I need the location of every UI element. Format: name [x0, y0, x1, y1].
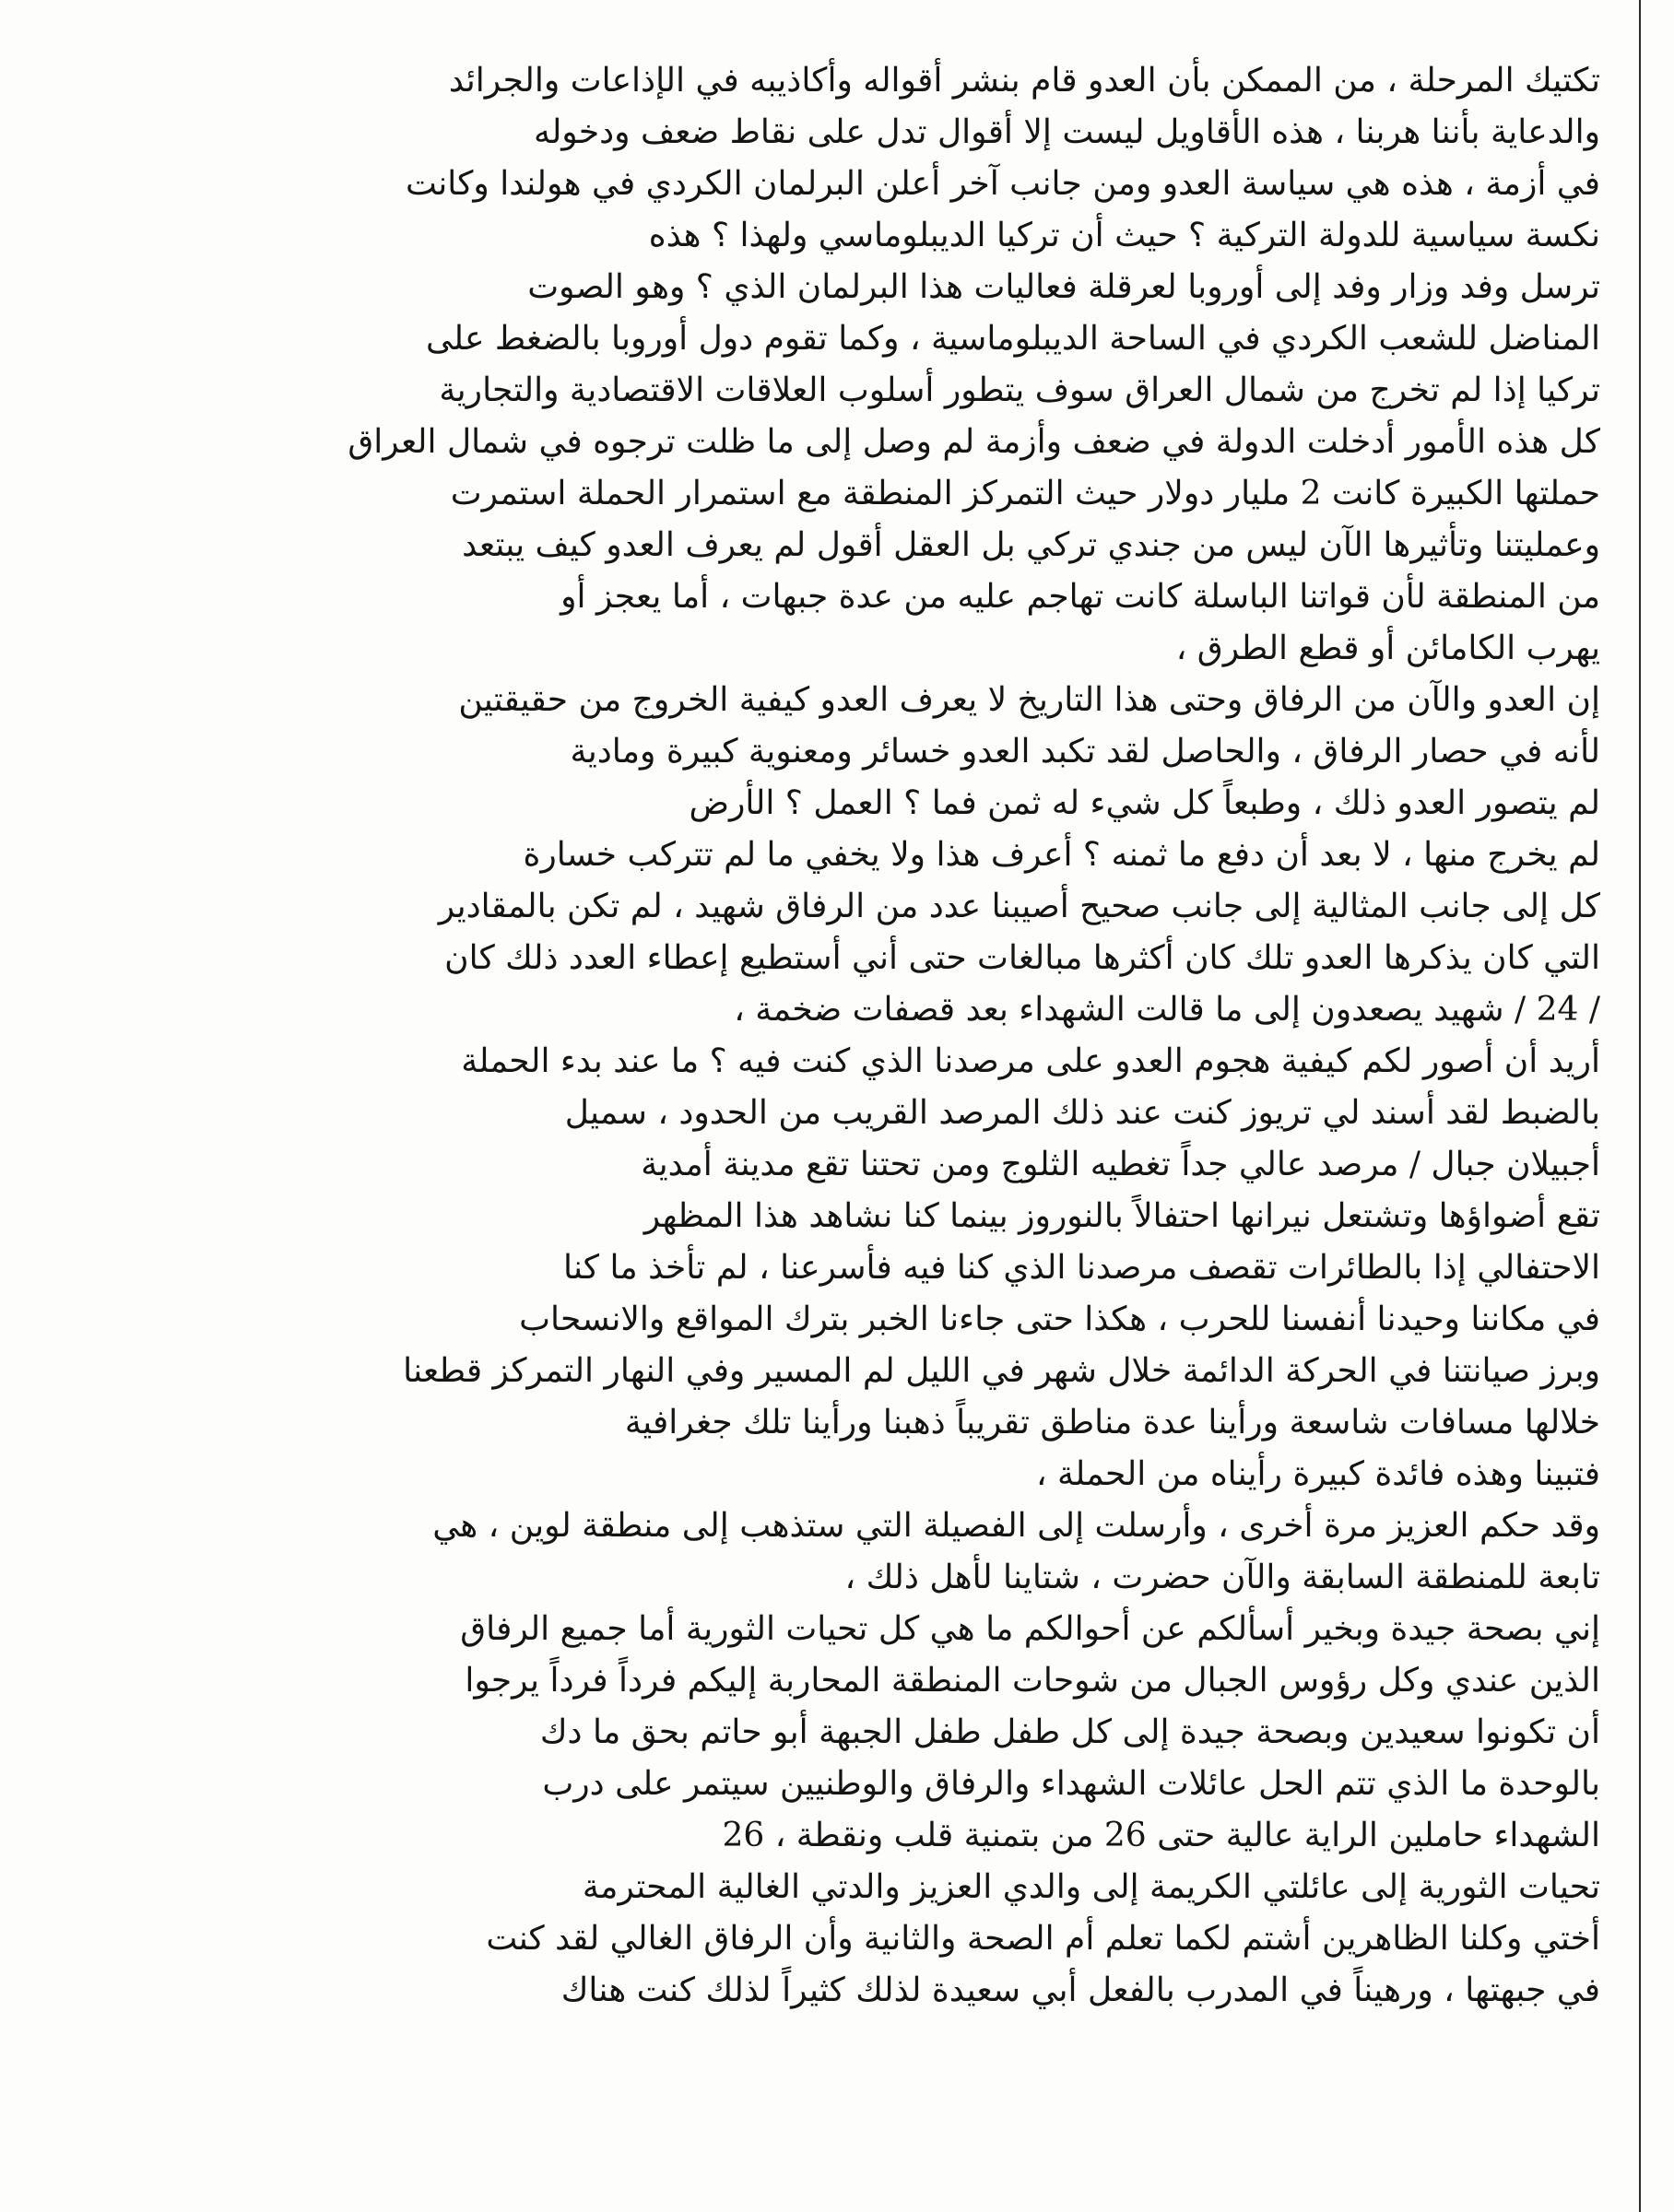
letter-line: إن العدو والآن من الرفاق وحتى هذا التاريخ لا يعرف العدو كيفية الخروج من حقيقتين: [458, 681, 1600, 719]
letter-line: تقع أضواؤها وتشتعل نيرانها احتفالاً بالنوروز بينما كنا نشاهد هذا المظهر: [643, 1197, 1600, 1235]
letter-line: بالوحدة ما الذي تتم الحل عائلات الشهداء والرفاق والوطنيين سيتمر على درب: [542, 1765, 1600, 1803]
letter-line: من المنطقة لأن قواتنا الباسلة كانت تهاجم عليه من عدة جبهات ، أما يعجز أو: [560, 578, 1600, 616]
letter-line: حملتها الكبيرة كانت 2 مليار دولار حيث التمركز المنطقة مع استمرار الحملة استمرت: [450, 475, 1600, 512]
letter-line: المناضل للشعب الكردي في الساحة الديبلوماسية ، وكما تقوم دول أوروبا بالضغط على: [426, 320, 1600, 358]
letter-line: لم يتصور العدو ذلك ، وطبعاً كل شيء له ثمن فما ؟ العمل ؟ الأرض: [689, 784, 1600, 822]
letter-line: التي كان يذكرها العدو تلك كان أكثرها مبالغات حتى أني أستطيع إعطاء العدد ذلك كان: [444, 939, 1600, 977]
letter-line: أن تكونوا سعيدين وبصحة جيدة إلى كل طفل طفل الجبهة أبو حاتم بحق ما دك: [539, 1713, 1600, 1751]
letter-line: نكسة سياسية للدولة التركية ؟ حيث أن تركيا الديبلوماسي ولهذا ؟ هذه: [648, 217, 1600, 254]
letter-line: تحيات الثورية إلى عائلتي الكريمة إلى والدي العزيز والدتي الغالية المحترمة: [582, 1868, 1600, 1906]
letter-line: أريد أن أصور لكم كيفية هجوم العدو على مرصدنا الذي كنت فيه ؟ ما عند بدء الحملة: [461, 1042, 1600, 1080]
letter-line: أختي وكلنا الظاهرين أشتم لكما تعلم أم الصحة والثانية وأن الرفاق الغالي لقد كنت: [486, 1920, 1600, 1958]
handwritten-letter-body: [37, 55, 1600, 2175]
letter-line: ترسل وفد وزار وفد إلى أوروبا لعرقلة فعاليات هذا البرلمان الذي ؟ وهو الصوت: [527, 268, 1600, 306]
letter-line: كل إلى جانب المثالية إلى جانب صحيح أصيبنا عدد من الرفاق شهيد ، لم تكن بالمقادير: [438, 888, 1600, 925]
letter-line: في جبهتها ، ورهيناً في المدرب بالفعل أبي سعيدة لذلك كثيراً لذلك كنت هناك: [560, 1971, 1600, 2009]
letter-line: كل هذه الأمور أدخلت الدولة في ضعف وأزمة لم وصل إلى ما ظلت ترجوه في شمال العراق: [348, 423, 1600, 461]
letter-line: وعمليتنا وتأثيرها الآن ليس من جندي تركي بل العقل أقول لم يعرف العدو كيف يبتعد: [462, 526, 1600, 564]
letter-line: والدعاية بأننا هربنا ، هذه الأقاويل ليست إلا أقوال تدل على نقاط ضعف ودخوله: [534, 113, 1600, 151]
letter-line: لم يخرج منها ، لا بعد أن دفع ما ثمنه ؟ أعرف هذا ولا يخفي ما لم تتركب خسارة: [523, 836, 1600, 874]
letter-line: أجبيلان جبال / مرصد عالي جداً تغطيه الثلوج ومن تحتنا تقع مدينة أمدية: [641, 1146, 1600, 1183]
letter-line: بالضبط لقد أسند لي تريوز كنت عند ذلك المرصد القريب من الحدود ، سميل: [564, 1094, 1600, 1132]
letter-line: في أزمة ، هذه هي سياسة العدو ومن جانب آخر أعلن البرلمان الكردي في هولندا وكانت: [405, 165, 1600, 203]
letter-line: خلالها مسافات شاسعة ورأينا عدة مناطق تقريباً ذهبنا ورأينا تلك جغرافية: [624, 1404, 1600, 1441]
letter-line: الاحتفالي إذا بالطائرات تقصف مرصدنا الذي كنا فيه فأسرعنا ، لم تأخذ ما كنا: [563, 1249, 1600, 1287]
letter-line: تابعة للمنطقة السابقة والآن حضرت ، شتاينا لأهل ذلك ،: [844, 1559, 1600, 1596]
page-edge-rule: [1639, 0, 1641, 2212]
letter-line: تكتيك المرحلة ، من الممكن بأن العدو قام بنشر أقواله وأكاذيبه في الإذاعات والجرائد: [448, 62, 1600, 100]
letter-line: تركيا إذا لم تخرج من شمال العراق سوف يتطور أسلوب العلاقات الاقتصادية والتجارية: [439, 371, 1600, 409]
letter-line: / 24 / شهيد يصعدون إلى ما قالت الشهداء بعد قصفات ضخمة ،: [734, 991, 1600, 1029]
letter-line: فتبينا وهذه فائدة كبيرة رأيناه من الحملة ،: [1035, 1455, 1600, 1493]
letter-line: يهرب الكامائن أو قطع الطرق ،: [1175, 629, 1600, 667]
letter-line: وقد حكم العزيز مرة أخرى ، وأرسلت إلى الفصيلة التي ستذهب إلى منطقة لوين ، هي: [432, 1507, 1600, 1545]
letter-line: إني بصحة جيدة وبخير أسألكم عن أحوالكم ما هي كل تحيات الثورية أما جميع الرفاق: [460, 1610, 1600, 1648]
letter-line: وبرز صيانتنا في الحركة الدائمة خلال شهر في الليل لم المسير وفي النهار التمركز قطعنا: [403, 1352, 1600, 1390]
letter-line: الشهداء حاملين الراية عالية حتى 26 من بتمنية قلب ونقطة ، 26: [722, 1817, 1600, 1854]
letter-line: لأنه في حصار الرفاق ، والحاصل لقد تكبد العدو خسائر ومعنوية كبيرة ومادية: [570, 733, 1600, 771]
letter-line: في مكاننا وحيدنا أنفسنا للحرب ، هكذا حتى جاءنا الخبر بترك المواقع والانسحاب: [519, 1300, 1600, 1338]
letter-line: الذين عندي وكل رؤوس الجبال من شوحات المنطقة المحاربة إليكم فرداً فرداً يرجوا: [465, 1662, 1600, 1700]
